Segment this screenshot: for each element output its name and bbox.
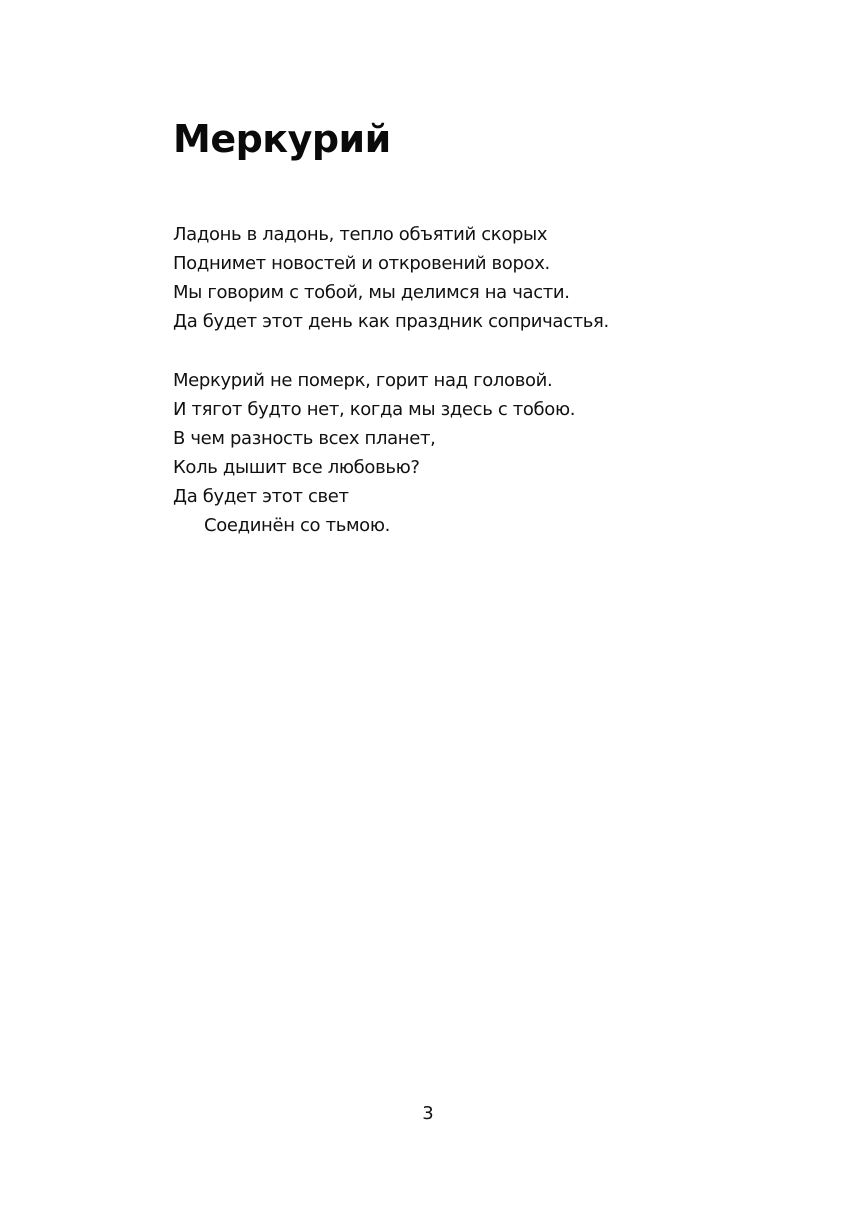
poem-line-indented: Соединён со тьмою. — [204, 515, 391, 536]
poem-line: И тягот будто нет, когда мы здесь с тобою. — [173, 399, 576, 420]
poem-title: Меркурий — [173, 117, 391, 161]
poem-line: Меркурий не померк, горит над головой. — [173, 370, 553, 391]
page-number: 3 — [422, 1103, 434, 1124]
poem-line: Мы говорим с тобой, мы делимся на части. — [173, 282, 570, 303]
stanza-2 — [173, 366, 575, 540]
poem-line: Коль дышит все любовью? — [173, 457, 420, 478]
poem-line: Поднимет новостей и откровений ворох. — [173, 253, 550, 274]
poem-line: Ладонь в ладонь, тепло объятий скорых — [173, 224, 548, 245]
poem-line: Да будет этот день как праздник сопричастья. — [173, 311, 609, 332]
poem-line: В чем разность всех планет, — [173, 428, 436, 449]
poem-line: Да будет этот свет — [173, 486, 349, 507]
stanza-1 — [173, 220, 609, 336]
